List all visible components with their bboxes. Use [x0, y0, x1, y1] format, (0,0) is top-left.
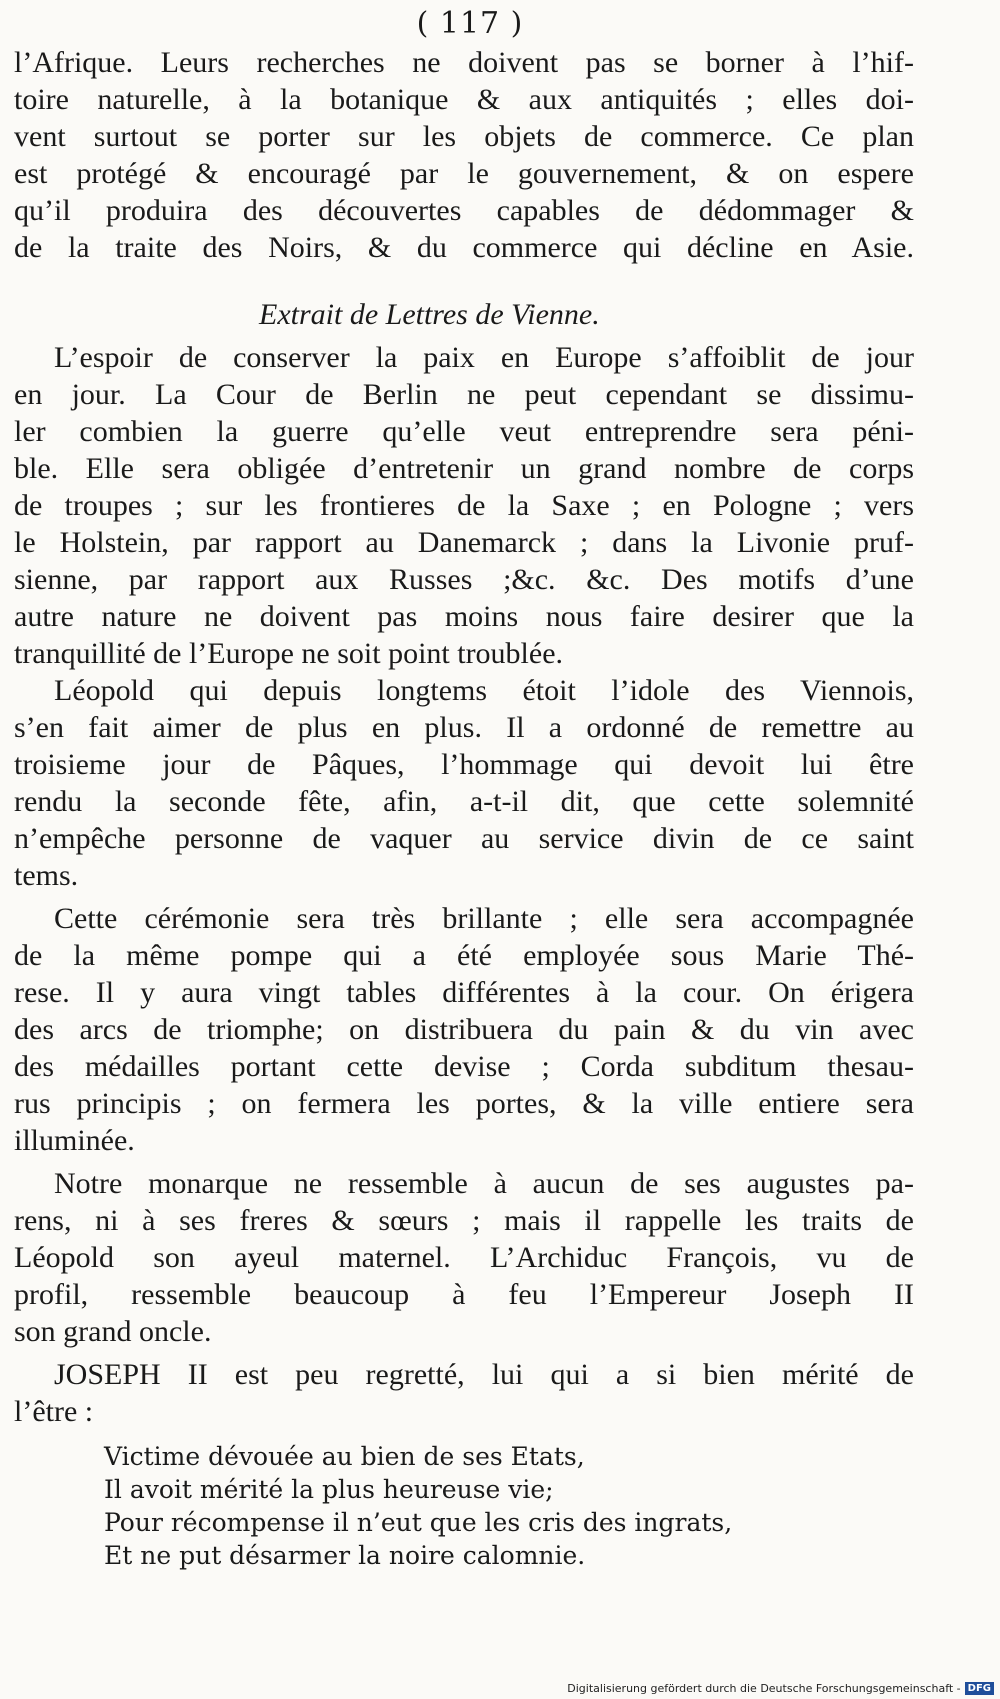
text-line: illuminée. — [14, 1124, 135, 1157]
text-line: est protégé & encouragé par le gouvernement, & on espere — [14, 157, 914, 190]
text-line: n’empêche personne de vaquer au service divin de ce saint — [14, 822, 914, 855]
text-line: Notre monarque ne ressemble à aucun de ses augustes pa- — [54, 1167, 914, 1200]
text-line: qu’il produira des découvertes capables de dédommager & — [14, 194, 914, 227]
text-line: tems. — [14, 859, 79, 892]
text-line: rendu la seconde fête, afin, a-t-il dit, que cette solemnité — [14, 785, 914, 818]
poem-line: Victime dévouée au bien de ses Etats, — [104, 1442, 585, 1471]
text-line: Léopold son ayeul maternel. L’Archiduc François, vu de — [14, 1241, 914, 1274]
page-number: ( 117 ) — [416, 6, 524, 41]
text-line: tranquillité de l’Europe ne soit point troublée. — [14, 637, 564, 670]
text-line: son grand oncle. — [14, 1315, 212, 1348]
text-line: sienne, par rapport aux Russes ;&c. &c. Des motifs d’une — [14, 563, 914, 596]
dfg-logo-icon: DFG — [965, 1682, 994, 1695]
text-line: ler combien la guerre qu’elle veut entreprendre sera péni- — [14, 415, 914, 448]
text-line: en jour. La Cour de Berlin ne peut cependant se dissimu- — [14, 378, 914, 411]
section-heading: Extrait de Lettres de Vienne. — [259, 298, 600, 331]
text-line: ble. Elle sera obligée d’entretenir un grand nombre de corps — [14, 452, 914, 485]
text-line: rus principis ; on fermera les portes, & la ville entiere sera — [14, 1087, 914, 1120]
text-line: L’espoir de conserver la paix en Europe s’affoiblit de jour — [54, 341, 914, 374]
digitization-footer — [567, 1682, 994, 1695]
poem-line: Il avoit mérité la plus heureuse vie; — [104, 1475, 554, 1504]
text-line: vent surtout se porter sur les objets de commerce. Ce plan — [14, 120, 914, 153]
text-line: des médailles portant cette devise ; Corda subditum thesau- — [14, 1050, 914, 1083]
text-line: l’Afrique. Leurs recherches ne doivent pas se borner à l’hif- — [14, 46, 914, 79]
text-line: troisieme jour de Pâques, l’hommage qui devoit lui être — [14, 748, 914, 781]
text-line: de troupes ; sur les frontieres de la Saxe ; en Pologne ; vers — [14, 489, 914, 522]
page-body — [14, 44, 914, 1572]
text-line: Cette cérémonie sera très brillante ; elle sera accompagnée — [54, 902, 914, 935]
text-line: toire naturelle, à la botanique & aux antiquités ; elles doi- — [14, 83, 914, 116]
text-line: des arcs de triomphe; on distribuera du pain & du vin avec — [14, 1013, 914, 1046]
text-line: profil, ressemble beaucoup à feu l’Empereur Joseph II — [14, 1278, 914, 1311]
text-line: de la traite des Noirs, & du commerce qui décline en Asie. — [14, 231, 914, 264]
text-line: de la même pompe qui a été employée sous Marie Thé- — [14, 939, 914, 972]
poem-line: Pour récompense il n’eut que les cris des ingrats, — [104, 1508, 733, 1537]
text-line: s’en fait aimer de plus en plus. Il a ordonné de remettre au — [14, 711, 914, 744]
text-line: rens, ni à ses freres & sœurs ; mais il rappelle les traits de — [14, 1204, 914, 1237]
text-line: rese. Il y aura vingt tables différentes à la cour. On érigera — [14, 976, 914, 1009]
text-line: JOSEPH II est peu regretté, lui qui a si bien mérité de — [54, 1358, 914, 1391]
footer-text: Digitalisierung gefördert durch die Deutsche Forschungsgemeinschaft - — [567, 1682, 961, 1695]
text-line: Léopold qui depuis longtems étoit l’idole des Viennois, — [54, 674, 914, 707]
text-line: le Holstein, par rapport au Danemarck ; dans la Livonie pruf- — [14, 526, 914, 559]
text-line: autre nature ne doivent pas moins nous faire desirer que la — [14, 600, 914, 633]
poem-line: Et ne put désarmer la noire calomnie. — [104, 1541, 586, 1570]
text-line: l’être : — [14, 1395, 94, 1428]
